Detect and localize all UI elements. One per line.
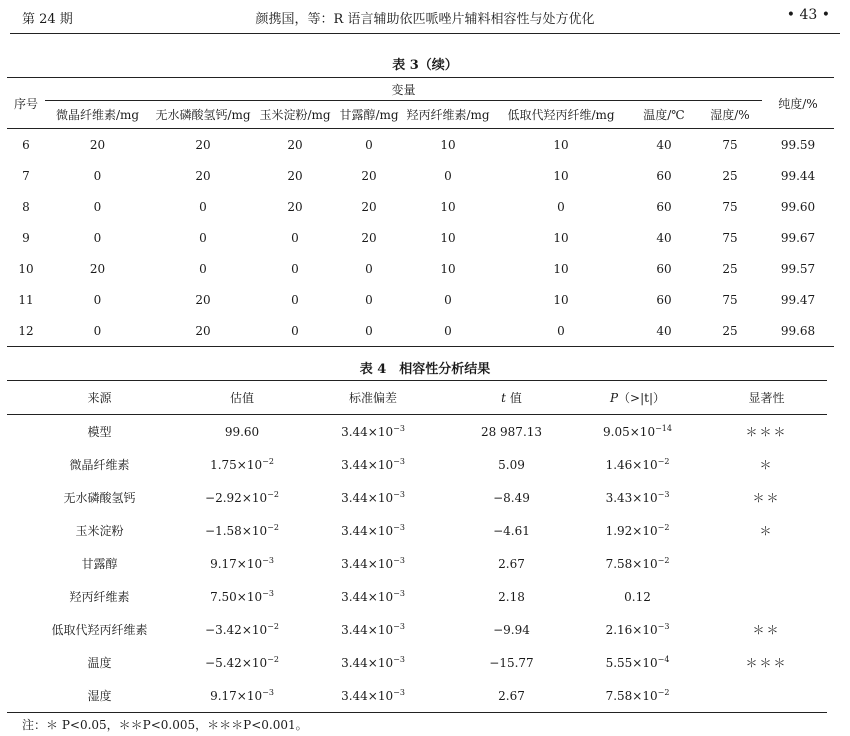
table3-cell: 99.59 [780, 137, 816, 152]
table3 [7, 77, 834, 347]
table3-cell: 0 [557, 199, 565, 214]
estimate-cell-exponent: −2 [267, 621, 279, 631]
source-cell-text: 羟丙纤维素 [69, 590, 130, 604]
estimate-cell-mantissa: 9.17×10 [210, 556, 263, 571]
table3-var-header: 甘露醇/mg [334, 101, 404, 129]
table4-caption: 表 4 相容性分析结果 [359, 362, 491, 377]
se-cell-mantissa: 3.44×10 [341, 424, 394, 439]
table3-var-header: 低取代羟丙纤维/mg [492, 101, 630, 129]
p-value-cell-mantissa: 1.46×10 [605, 457, 658, 472]
table4-header-estimate: 估值 [192, 381, 292, 415]
table3-cell: 20 [361, 199, 377, 214]
table3-cell: 20 [287, 199, 303, 214]
table3-cell: 8 [22, 199, 30, 214]
table3-cell: 20 [195, 323, 211, 338]
table3-cell: 0 [444, 292, 452, 307]
table3-cell: 20 [361, 230, 377, 245]
source-cell-text: 微晶纤维素 [69, 458, 130, 472]
table-row [7, 253, 834, 284]
page-number: • 43 • [786, 7, 830, 23]
estimate-cell [192, 679, 292, 713]
t-symbol: t [501, 391, 506, 405]
table3-var-header: 微晶纤维素/mg [45, 101, 150, 129]
significance-stars: ＊＊＊ [745, 425, 788, 439]
table3-cell: 99.60 [780, 199, 816, 214]
table3-header-purity: 纯度/% [762, 78, 834, 129]
significance-stars: ＊＊ [752, 491, 781, 505]
table3-cell: 0 [93, 199, 102, 214]
se-cell-mantissa: 3.44×10 [341, 490, 394, 505]
estimate-cell-exponent: −3 [262, 588, 274, 598]
p-value-cell-exponent: −4 [657, 654, 670, 664]
table3-cell: 20 [195, 168, 211, 183]
estimate-cell-exponent: −2 [267, 522, 279, 532]
significance-cell [706, 646, 827, 679]
table3-cell: 10 [553, 168, 569, 183]
table-row [7, 448, 827, 481]
se-cell-mantissa: 3.44×10 [341, 655, 394, 670]
p-value-cell [569, 514, 706, 547]
t-value-cell-text: 5.09 [498, 457, 525, 472]
t-value-cell [454, 481, 569, 514]
table4-header-source: 来源 [7, 381, 192, 415]
table3-cell: 99.57 [780, 261, 816, 276]
table3-cell: 0 [93, 230, 102, 245]
table3-body [7, 129, 834, 347]
table3-var-header: 温度/℃ [630, 101, 698, 129]
table3-cell: 40 [656, 230, 672, 245]
estimate-cell-mantissa: −1.58×10 [205, 523, 268, 538]
t-value-cell-text: −15.77 [489, 655, 534, 670]
se-cell-mantissa: 3.44×10 [341, 556, 394, 571]
table3-var-header: 羟丙纤维素/mg [404, 101, 492, 129]
table3-cell: 0 [291, 261, 299, 276]
header-rule [10, 33, 840, 34]
table3-caption: 表 3（续） [392, 58, 458, 73]
running-title: 颜携国，等：R 语言辅助依匹哌唑片辅料相容性与处方优化 [255, 12, 595, 27]
table-row [7, 481, 827, 514]
p-value-cell [569, 547, 706, 580]
table4-header-p [569, 381, 706, 415]
table3-cell: 20 [287, 168, 303, 183]
table3-cell: 0 [365, 261, 373, 276]
table-row [7, 129, 834, 161]
p-value-cell-mantissa: 0.12 [624, 589, 651, 604]
t-value-cell-text: −4.61 [493, 523, 530, 538]
se-cell-exponent: −3 [393, 456, 405, 466]
table3-cell: 6 [22, 137, 30, 152]
estimate-cell-exponent: −3 [262, 555, 274, 565]
table3-cell: 60 [656, 168, 672, 183]
p-symbol: P [609, 391, 619, 405]
se-cell [292, 679, 454, 713]
se-cell [292, 514, 454, 547]
significance-cell [706, 415, 827, 449]
table3-cell: 0 [444, 323, 452, 338]
table3-cell: 0 [93, 168, 102, 183]
t-suffix: 值 [506, 391, 522, 405]
issue-number: 第 24 期 [22, 12, 73, 27]
table-row [7, 191, 834, 222]
estimate-cell [192, 415, 292, 449]
t-value-cell [454, 448, 569, 481]
p-value-cell-exponent: −2 [657, 522, 670, 532]
estimate-cell-mantissa: −5.42×10 [205, 655, 268, 670]
table3-cell: 10 [18, 261, 34, 276]
table3-cell: 25 [722, 168, 738, 183]
table3-cell: 0 [199, 199, 207, 214]
table3-var-header: 无水磷酸氢钙/mg [150, 101, 256, 129]
table3-cell: 75 [722, 292, 738, 307]
estimate-cell-mantissa: −2.92×10 [205, 490, 268, 505]
p-value-cell-mantissa: 9.05×10 [603, 424, 656, 439]
source-cell-text: 低取代羟丙纤维素 [51, 623, 148, 637]
table3-cell: 10 [440, 137, 456, 152]
source-cell [7, 613, 192, 646]
table3-cell: 0 [291, 323, 299, 338]
se-cell [292, 415, 454, 449]
estimate-cell-exponent: −2 [267, 654, 279, 664]
table3-cell: 99.68 [780, 323, 816, 338]
t-value-cell-text: 2.18 [498, 589, 525, 604]
table3-cell: 20 [195, 292, 211, 307]
p-value-cell [569, 646, 706, 679]
table3-cell: 99.44 [780, 168, 816, 183]
table3-cell: 20 [287, 137, 303, 152]
table-row [7, 514, 827, 547]
table-row [7, 415, 827, 449]
source-cell-text: 甘露醇 [81, 557, 118, 571]
t-value-cell-text: 28 987.13 [480, 424, 543, 439]
table4-body [7, 415, 827, 713]
table3-cell: 75 [722, 230, 738, 245]
p-value-cell [569, 448, 706, 481]
table-row [7, 160, 834, 191]
source-cell-text: 无水磷酸氢钙 [63, 491, 136, 505]
estimate-cell [192, 646, 292, 679]
estimate-cell [192, 613, 292, 646]
table4-header-t [454, 381, 569, 415]
estimate-cell [192, 481, 292, 514]
page-header [0, 0, 850, 33]
p-value-cell-exponent: −14 [655, 423, 672, 433]
se-cell-mantissa: 3.44×10 [341, 589, 394, 604]
se-cell [292, 547, 454, 580]
source-cell [7, 481, 192, 514]
estimate-cell-mantissa: 7.50×10 [210, 589, 263, 604]
significance-cell [706, 613, 827, 646]
significance-cell [706, 448, 827, 481]
p-value-cell [569, 415, 706, 449]
table3-cell: 0 [93, 292, 102, 307]
p-value-cell [569, 580, 706, 613]
source-cell [7, 514, 192, 547]
t-value-cell [454, 547, 569, 580]
source-cell [7, 580, 192, 613]
se-cell-exponent: −3 [393, 588, 405, 598]
t-value-cell-text: 2.67 [498, 556, 525, 571]
table3-cell: 0 [365, 137, 373, 152]
estimate-cell-exponent: −3 [262, 687, 274, 697]
significance-stars: ＊ [759, 524, 774, 538]
estimate-cell-mantissa: 9.17×10 [210, 688, 263, 703]
se-cell-mantissa: 3.44×10 [341, 622, 394, 637]
se-cell-exponent: −3 [393, 687, 405, 697]
table3-cell: 10 [553, 230, 569, 245]
significance-stars: ＊＊ [752, 623, 781, 637]
significance-cell [706, 481, 827, 514]
significance-cell [706, 580, 827, 613]
table3-cell: 10 [553, 292, 569, 307]
table3-cell: 99.67 [780, 230, 816, 245]
t-value-cell [454, 646, 569, 679]
p-value-cell [569, 481, 706, 514]
t-value-cell-text: −9.94 [493, 622, 530, 637]
se-cell [292, 580, 454, 613]
p-value-cell-exponent: −3 [657, 621, 670, 631]
se-cell [292, 613, 454, 646]
se-cell-exponent: −3 [393, 423, 405, 433]
t-value-cell [454, 580, 569, 613]
se-cell-exponent: −3 [393, 654, 405, 664]
source-cell [7, 547, 192, 580]
p-value-cell-mantissa: 1.92×10 [605, 523, 658, 538]
t-value-cell [454, 415, 569, 449]
table3-cell: 40 [656, 137, 672, 152]
p-value-cell [569, 613, 706, 646]
t-value-cell-text: 2.67 [498, 688, 525, 703]
table4 [7, 380, 827, 713]
t-value-cell [454, 679, 569, 713]
table3-cell: 60 [656, 292, 672, 307]
table3-cell: 20 [89, 137, 106, 152]
t-value-cell [454, 613, 569, 646]
estimate-cell [192, 514, 292, 547]
table3-cell: 10 [440, 199, 456, 214]
p-value-cell-mantissa: 5.55×10 [605, 655, 658, 670]
table3-cell: 0 [444, 168, 452, 183]
table3-cell: 20 [195, 137, 211, 152]
estimate-cell [192, 580, 292, 613]
p-value-cell-exponent: −3 [657, 489, 670, 499]
significance-stars: ＊ [759, 458, 774, 472]
table4-header-sig: 显著性 [706, 381, 827, 415]
table3-cell: 0 [199, 261, 207, 276]
table3-cell: 7 [22, 168, 30, 183]
source-cell [7, 679, 192, 713]
table3-cell: 0 [199, 230, 207, 245]
significance-cell [706, 679, 827, 713]
table3-cell: 0 [557, 323, 565, 338]
p-value-cell-exponent: −2 [657, 555, 670, 565]
source-cell [7, 646, 192, 679]
table3-cell: 0 [365, 323, 373, 338]
table-row [7, 679, 827, 713]
estimate-cell-mantissa: −3.42×10 [205, 622, 268, 637]
t-value-cell-text: −8.49 [493, 490, 530, 505]
table3-cell: 10 [440, 261, 456, 276]
se-cell [292, 448, 454, 481]
significance-cell [706, 547, 827, 580]
source-cell-text: 模型 [87, 425, 112, 439]
table3-cell: 25 [722, 261, 738, 276]
source-cell-text: 温度 [87, 656, 112, 670]
se-cell-mantissa: 3.44×10 [341, 688, 394, 703]
estimate-cell-exponent: −2 [267, 489, 279, 499]
p-value-cell-mantissa: 2.16×10 [605, 622, 658, 637]
table-row [7, 315, 834, 347]
table3-header-group: 变量 [45, 78, 762, 101]
table-row [7, 222, 834, 253]
p-value-cell-mantissa: 3.43×10 [605, 490, 658, 505]
table3-cell: 0 [291, 292, 299, 307]
p-value-cell-exponent: −2 [657, 687, 670, 697]
table-row [7, 547, 827, 580]
se-cell [292, 646, 454, 679]
table3-cell: 9 [22, 230, 30, 245]
table3-cell: 11 [18, 292, 34, 307]
estimate-cell-exponent: −2 [262, 456, 274, 466]
p-suffix: （>|t|） [618, 391, 666, 405]
table3-cell: 60 [656, 199, 672, 214]
table-row [7, 646, 827, 679]
table3-var-header: 玉米淀粉/mg [256, 101, 334, 129]
table-row [7, 613, 827, 646]
se-cell-exponent: −3 [393, 489, 405, 499]
table3-header-seq: 序号 [7, 78, 45, 129]
se-cell-mantissa: 3.44×10 [341, 523, 394, 538]
p-value-cell-mantissa: 7.58×10 [605, 688, 658, 703]
table3-cell: 10 [440, 230, 456, 245]
table3-variable-header-row [7, 101, 834, 129]
source-cell-text: 玉米淀粉 [75, 524, 124, 538]
source-cell-text: 湿度 [87, 689, 112, 703]
table-row [7, 284, 834, 315]
table3-cell: 10 [553, 137, 569, 152]
estimate-cell-mantissa: 1.75×10 [210, 457, 263, 472]
table3-cell: 40 [656, 323, 672, 338]
table3-cell: 0 [291, 230, 299, 245]
se-cell-exponent: −3 [393, 522, 405, 532]
table3-cell: 10 [553, 261, 569, 276]
estimate-cell [192, 547, 292, 580]
se-cell-exponent: −3 [393, 555, 405, 565]
table3-var-header: 湿度/% [698, 101, 762, 129]
table3-cell: 12 [18, 323, 34, 338]
source-cell [7, 415, 192, 449]
source-cell [7, 448, 192, 481]
significance-stars: ＊＊＊ [745, 656, 788, 670]
table3-cell: 20 [361, 168, 377, 183]
table4-header-se: 标准偏差 [292, 381, 454, 415]
estimate-cell-mantissa: 99.60 [224, 424, 260, 439]
table3-cell: 0 [93, 323, 102, 338]
estimate-cell [192, 448, 292, 481]
table3-cell: 25 [722, 323, 738, 338]
table3-cell: 75 [722, 137, 738, 152]
p-value-cell-mantissa: 7.58×10 [605, 556, 658, 571]
se-cell-mantissa: 3.44×10 [341, 457, 394, 472]
significance-cell [706, 514, 827, 547]
se-cell [292, 481, 454, 514]
table3-cell: 99.47 [780, 292, 816, 307]
table3-cell: 0 [365, 292, 373, 307]
table3-cell: 20 [89, 261, 106, 276]
se-cell-exponent: −3 [393, 621, 405, 631]
table-row [7, 580, 827, 613]
table4-note: 注：＊ P<0.05，＊＊P<0.005，＊＊＊P<0.001。 [22, 718, 308, 732]
table3-cell: 75 [722, 199, 738, 214]
t-value-cell [454, 514, 569, 547]
p-value-cell-exponent: −2 [657, 456, 670, 466]
p-value-cell [569, 679, 706, 713]
table3-cell: 60 [656, 261, 672, 276]
